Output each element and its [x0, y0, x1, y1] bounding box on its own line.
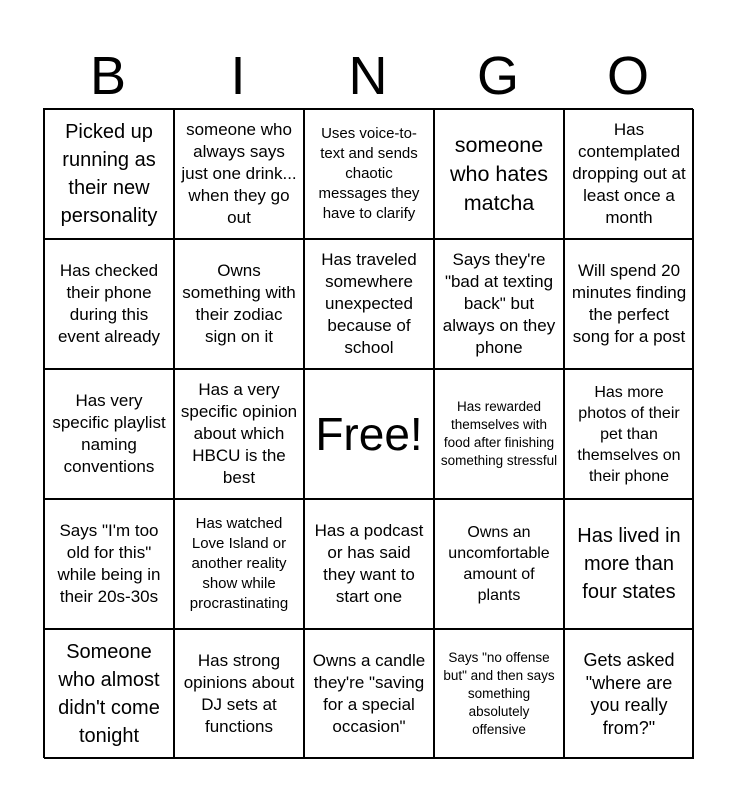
cell-text: Will spend 20 minutes finding the perfect song for a post [571, 261, 687, 346]
cell-text: Has a very specific opinion about which HBCU is the best [180, 380, 298, 487]
bingo-cell[interactable] [434, 499, 564, 629]
header-letter-n: N [348, 46, 388, 106]
free-space-label: Free! [315, 408, 423, 460]
bingo-cell[interactable] [564, 369, 694, 499]
bingo-cell[interactable] [44, 499, 174, 629]
free-space-cell[interactable] [304, 369, 434, 499]
bingo-cell[interactable] [434, 109, 564, 239]
bingo-cell[interactable] [174, 629, 304, 759]
cell-text: Uses voice-to-text and sends chaotic messages they have to clarify [318, 125, 420, 222]
cell-text: Has rewarded themselves with food after finishing something stressful [440, 399, 558, 468]
bingo-cell[interactable] [434, 369, 564, 499]
cell-text: Has lived in more than four states [577, 525, 681, 603]
bingo-cell[interactable] [564, 499, 694, 629]
cell-text: Has very specific playlist naming conventions [52, 391, 166, 476]
cell-text: Owns an uncomfortable amount of plants [448, 524, 550, 604]
cell-text: Owns a candle they're "saving for a special occasion" [312, 651, 426, 736]
bingo-cell[interactable] [174, 499, 304, 629]
cell-text: Gets asked "where are you really from?" [583, 650, 675, 738]
bingo-cell[interactable] [564, 109, 694, 239]
bingo-cell[interactable] [434, 629, 564, 759]
cell-text: Picked up running as their new personality [60, 121, 158, 227]
bingo-cell[interactable] [44, 369, 174, 499]
bingo-cell[interactable] [564, 239, 694, 369]
bingo-cell[interactable] [44, 629, 174, 759]
bingo-cell[interactable] [174, 239, 304, 369]
bingo-header [43, 44, 693, 108]
cell-text: Says they're "bad at texting back" but always on they phone [442, 250, 556, 357]
bingo-cell[interactable] [304, 629, 434, 759]
bingo-cell[interactable] [44, 239, 174, 369]
header-letter-o: O [606, 46, 649, 106]
header-letter-g: G [476, 46, 519, 106]
cell-text: Has strong opinions about DJ sets at functions [183, 651, 295, 736]
cell-text: Has more photos of their pet than themselves on their phone [577, 383, 681, 485]
cell-text: Owns something with their zodiac sign on it [182, 261, 296, 346]
cell-text: someone who always says just one drink... when they go out [181, 120, 297, 227]
cell-text: Says "I'm too old for this" while being in their 20s-30s [57, 521, 161, 606]
cell-text: Has contemplated dropping out at least once a month [572, 120, 686, 227]
bingo-cell[interactable] [434, 239, 564, 369]
cell-text: Says "no offense but" and then says something absolutely offensive [443, 650, 555, 737]
cell-text: Has checked their phone during this event already [57, 261, 161, 346]
cell-text: someone who hates matcha [449, 132, 548, 215]
header-letter-i: I [230, 46, 246, 106]
cell-text: Has traveled somewhere unexpected because of school [321, 250, 417, 357]
bingo-cell[interactable] [564, 629, 694, 759]
cell-text: Someone who almost didn't come tonight [58, 641, 160, 747]
bingo-cell[interactable] [174, 369, 304, 499]
cell-text: Has watched Love Island or another reality show while procrastinating [189, 515, 289, 612]
cell-text: Has a podcast or has said they want to start one [314, 521, 424, 606]
header-letter-b: B [89, 46, 127, 106]
bingo-cell[interactable] [304, 239, 434, 369]
bingo-cell[interactable] [304, 109, 434, 239]
bingo-cell[interactable] [174, 109, 304, 239]
bingo-board [43, 108, 693, 758]
bingo-cell[interactable] [44, 109, 174, 239]
bingo-cell[interactable] [304, 499, 434, 629]
